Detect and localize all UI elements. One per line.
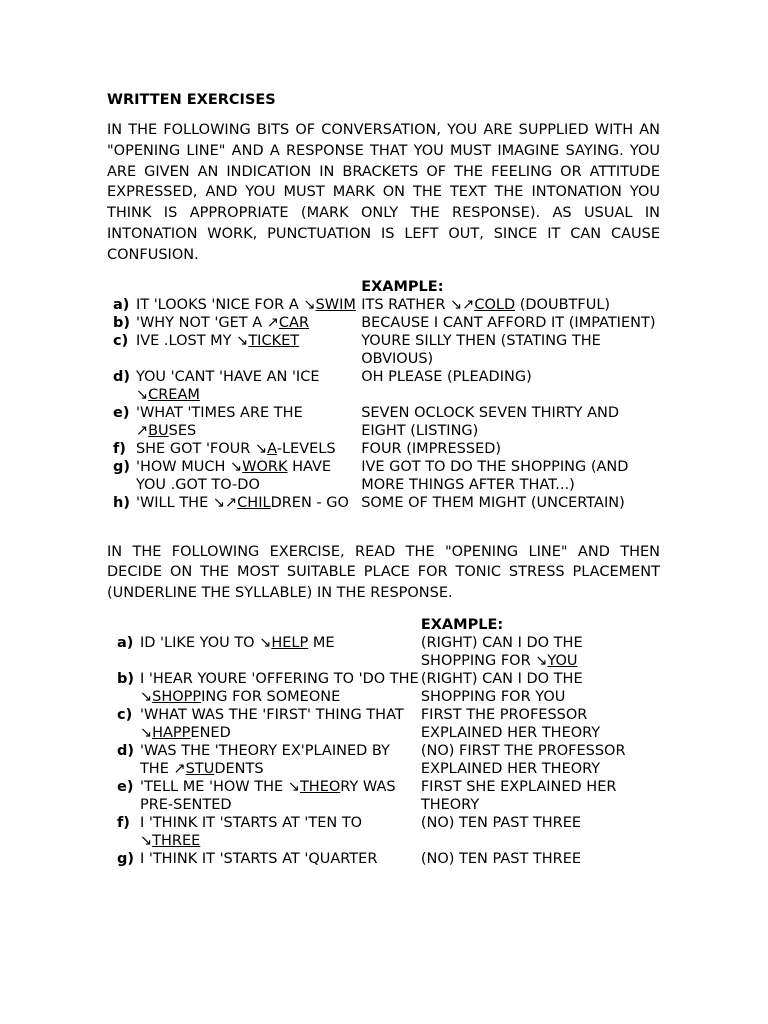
item-response [421, 634, 660, 670]
response-text: SOME OF THEM MIGHT (UNCERTAIN) [361, 494, 625, 511]
response-tonic: YOU [547, 652, 578, 669]
tonic-syllable: HAPP [152, 724, 191, 741]
item-letter: d) [113, 368, 131, 385]
prompt-text-rest: DENTS [214, 760, 264, 777]
exercise-2-row [117, 742, 660, 778]
prompt-text: 'WAS THE 'THEORY EX'PLAINED BY THE [139, 742, 390, 777]
prompt-text: I 'THINK IT 'STARTS AT 'QUARTER [139, 850, 378, 867]
page-title: WRITTEN EXERCISES [107, 92, 276, 108]
intonation-arrow: ↘ [287, 778, 300, 795]
document-page [107, 90, 660, 868]
item-prompt [140, 634, 421, 670]
tonic-syllable: BU [148, 422, 169, 439]
item-response [361, 314, 660, 332]
item-prompt [140, 850, 421, 868]
tonic-syllable: WORK [242, 458, 288, 475]
response-text: OH PLEASE (PLEADING) [361, 368, 532, 385]
exercise-1-row [113, 458, 660, 494]
example-label-2: EXAMPLE: [420, 616, 504, 633]
item-prompt [140, 742, 421, 778]
prompt-text-rest: -LEVELS [276, 440, 336, 457]
tonic-syllable: CHIL [237, 494, 271, 511]
item-prompt [140, 670, 421, 706]
prompt-text: I 'HEAR YOURE 'OFFERING TO 'DO THE [139, 670, 419, 687]
intonation-arrow: ↘ [135, 386, 149, 403]
tonic-syllable: A [267, 440, 277, 457]
prompt-text: 'WHAT WAS THE 'FIRST' THING THAT [139, 706, 404, 723]
exercise-2-row [117, 850, 660, 868]
item-letter: e) [117, 778, 134, 795]
item-prompt [136, 314, 361, 332]
intonation-arrow: ↘ [139, 724, 153, 741]
item-prompt [136, 440, 361, 458]
tonic-syllable: THEO [299, 778, 341, 795]
response-text-rest: (DOUBTFUL) [515, 296, 611, 313]
exercise-1-header-row [113, 278, 660, 296]
intonation-arrow: ↘ [236, 332, 249, 349]
prompt-text: 'WHY NOT 'GET A [135, 314, 267, 331]
item-letter: f) [113, 440, 126, 457]
exercise-2-row [117, 814, 660, 850]
response-text: YOURE SILLY THEN (STATING THE OBVIOUS) [361, 332, 601, 367]
item-letter: f) [117, 814, 130, 831]
prompt-text: 'TELL ME 'HOW THE [139, 778, 288, 795]
prompt-text: I 'THINK IT 'STARTS AT 'TEN TO [139, 814, 363, 831]
item-letter: g) [117, 850, 135, 867]
response-text: IVE GOT TO DO THE SHOPPING (AND MORE THINGS AFTER THAT...) [361, 458, 629, 493]
item-letter: b) [117, 670, 135, 687]
exercise-2-row [117, 634, 660, 670]
exercise-1-row [113, 332, 660, 368]
item-response [361, 458, 660, 494]
item-prompt [136, 332, 361, 368]
exercise-1-row [113, 314, 660, 332]
prompt-text-rest: ME [308, 634, 335, 651]
prompt-text: ID 'LIKE YOU TO [139, 634, 260, 651]
item-prompt [136, 368, 361, 404]
item-response [421, 670, 660, 706]
prompt-text: IVE .LOST MY [135, 332, 237, 349]
tonic-syllable: TICKET [248, 332, 300, 349]
response-text: BECAUSE I CANT AFFORD IT (IMPATIENT) [361, 314, 656, 331]
item-letter: e) [113, 404, 130, 421]
tonic-syllable: SWIM [315, 296, 356, 313]
tonic-syllable: HELP [271, 634, 309, 651]
tonic-syllable: CREAM [148, 386, 200, 403]
intonation-arrow: ↘↗ [212, 494, 238, 511]
response-text: FOUR (IMPRESSED) [361, 440, 502, 457]
item-response [361, 494, 660, 512]
item-letter: a) [117, 634, 134, 651]
prompt-text-rest: RY WAS PRE-SENTED [139, 778, 396, 813]
item-prompt [136, 296, 361, 314]
tonic-syllable: THREE [152, 832, 201, 849]
item-letter: c) [117, 706, 133, 723]
prompt-text: IT 'LOOKS 'NICE FOR A [135, 296, 304, 313]
response-text: (NO) TEN PAST THREE [420, 814, 582, 831]
item-response [361, 368, 660, 404]
prompt-text-rest: DREN - GO [270, 494, 349, 511]
prompt-text: 'WILL THE [135, 494, 213, 511]
exercise-1-row [113, 296, 660, 314]
item-response [421, 814, 660, 850]
exercise-2-row [117, 778, 660, 814]
exercise-1-table [113, 278, 660, 512]
item-prompt [140, 706, 421, 742]
exercise-1-row [113, 494, 660, 512]
tonic-syllable: SHOPP [152, 688, 202, 705]
prompt-text-rest: HAVE YOU .GOT TO-DO [135, 458, 332, 493]
exercise-2-header-row [117, 616, 660, 634]
example-label: EXAMPLE: [361, 278, 444, 295]
item-response [361, 296, 660, 314]
response-text: (RIGHT) CAN I DO THE SHOPPING FOR ↘ [420, 634, 583, 669]
intonation-arrow: ↘ [303, 296, 316, 313]
response-text: (NO) TEN PAST THREE [420, 850, 582, 867]
item-prompt [136, 494, 361, 512]
response-tonic: COLD [474, 296, 516, 313]
item-letter: g) [113, 458, 131, 475]
item-letter: a) [113, 296, 130, 313]
prompt-text: 'HOW MUCH [135, 458, 230, 475]
item-response [361, 440, 660, 458]
prompt-text-rest: ING FOR SOMEONE [201, 688, 341, 705]
item-letter: b) [113, 314, 131, 331]
response-text: (RIGHT) CAN I DO THE SHOPPING FOR YOU [420, 670, 583, 705]
exercise-2-table [117, 616, 660, 868]
item-response [421, 778, 660, 814]
response-text: FIRST THE PROFESSOR EXPLAINED HER THEORY [420, 706, 601, 741]
item-response [361, 404, 660, 440]
response-text: FIRST SHE EXPLAINED HER THEORY [420, 778, 617, 813]
intonation-arrow: ↘ [139, 688, 153, 705]
intonation-arrow: ↗ [266, 314, 279, 331]
prompt-text-rest: SES [168, 422, 197, 439]
prompt-text-rest: ENED [190, 724, 231, 741]
item-prompt [140, 778, 421, 814]
intonation-arrow: ↘ [259, 634, 272, 651]
exercise-1-row [113, 440, 660, 458]
item-letter: d) [117, 742, 135, 759]
intonation-arrow: ↗ [173, 760, 186, 777]
item-prompt [140, 814, 421, 850]
intonation-arrow: ↗ [135, 422, 149, 439]
item-response [421, 742, 660, 778]
item-prompt [136, 404, 361, 440]
response-text: SEVEN OCLOCK SEVEN THIRTY AND EIGHT (LISTING) [361, 404, 620, 439]
item-prompt [136, 458, 361, 494]
exercise-1-row [113, 368, 660, 404]
prompt-text: YOU 'CANT 'HAVE AN 'ICE [135, 368, 320, 385]
item-response [361, 332, 660, 368]
tonic-syllable: CAR [278, 314, 310, 331]
item-letter: c) [113, 332, 129, 349]
intro-paragraph-2: IN THE FOLLOWING EXERCISE, READ THE "OPENING LINE" AND THEN DECIDE ON THE MOST SUITABLE PLACE FOR TONIC STRESS PLACEMENT (UNDERLINE THE SYLLABLE) IN THE RESPONSE. [107, 543, 660, 602]
prompt-text: 'WHAT 'TIMES ARE THE [135, 404, 303, 421]
exercise-2-row [117, 670, 660, 706]
intonation-arrow: ↘ [229, 458, 243, 475]
intonation-arrow: ↘ [139, 832, 153, 849]
item-response [421, 706, 660, 742]
response-text: (NO) FIRST THE PROFESSOR EXPLAINED HER THEORY [420, 742, 626, 777]
prompt-text: SHE GOT 'FOUR [135, 440, 255, 457]
item-letter: h) [113, 494, 130, 511]
intro-paragraph: IN THE FOLLOWING BITS OF CONVERSATION, YOU ARE SUPPLIED WITH AN "OPENING LINE" AND A RESPONSE THAT YOU MUST IMAGINE SAYING. YOU ARE GIVEN AN INDICATION IN BRACKETS OF THE FEELING OR ATTITUDE EXPRESSED, AND YOU MUST MARK ON THE TEXT THE INTONATION YOU THINK IS APPROPRIATE (MARK ONLY THE RESPONSE). AS USUAL IN INTONATION WORK, PUNCTUATION IS LEFT OUT, SINCE IT CAN CAUSE CONFUSION. [107, 122, 660, 263]
item-response [421, 850, 660, 868]
response-text: ITS RATHER ↘↗ [361, 296, 475, 313]
intonation-arrow: ↘ [254, 440, 268, 457]
tonic-syllable: STU [185, 760, 215, 777]
exercise-1-row [113, 404, 660, 440]
exercise-2-row [117, 706, 660, 742]
